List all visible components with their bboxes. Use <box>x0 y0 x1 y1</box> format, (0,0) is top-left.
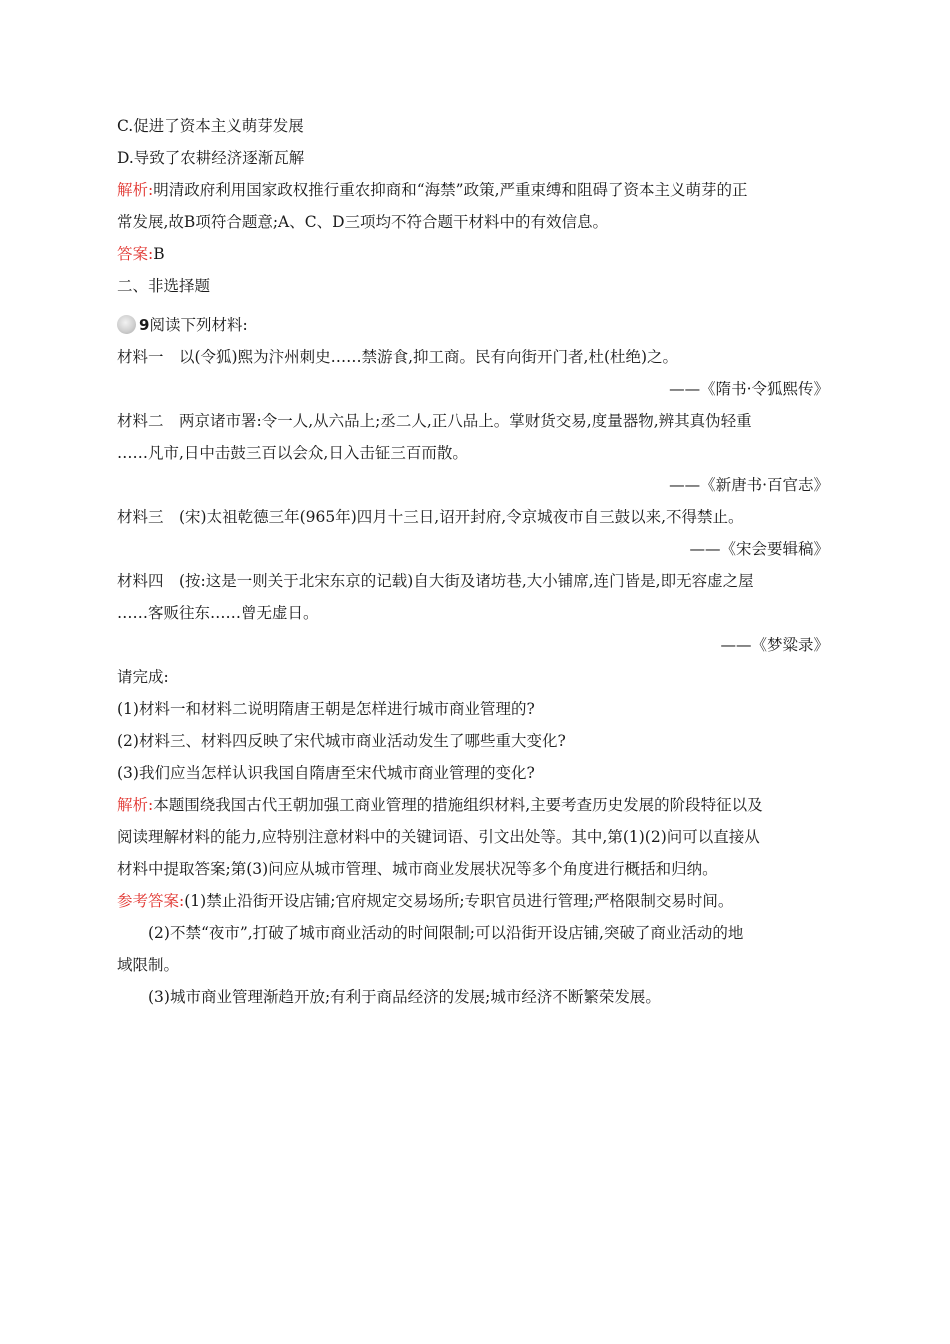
question-prompt: 阅读下列材料: <box>149 316 248 334</box>
analysis-text: 本题围绕我国古代王朝加强工商业管理的措施组织材料,主要考查历史发展的阶段特征以及 <box>153 796 763 814</box>
material-4-line-2: ……客贩往东……曾无虚日。 <box>117 604 319 622</box>
q9-answer-1 <box>117 890 733 912</box>
material-2-source: ——《新唐书·百官志》 <box>669 476 829 494</box>
q9-analysis-line-2: 阅读理解材料的能力,应特别注意材料中的关键词语、引文出处等。其中,第(1)(2)问可以直接从 <box>117 828 760 846</box>
q9-header <box>117 314 248 336</box>
sub-question-1: (1)材料一和材料二说明隋唐王朝是怎样进行城市商业管理的? <box>117 700 535 718</box>
question-number: 9 <box>139 316 150 334</box>
option-d: D.导致了农耕经济逐渐瓦解 <box>117 149 305 167</box>
reference-answer-label: 参考答案: <box>117 892 185 910</box>
q9-answer-3: (3)城市商业管理渐趋开放;有利于商品经济的发展;城市经济不断繁荣发展。 <box>148 988 661 1006</box>
answer-text-1: (1)禁止沿街开设店铺;官府规定交易场所;专职官员进行管理;严格限制交易时间。 <box>184 892 734 910</box>
q9-answer-2-line-2: 域限制。 <box>117 956 180 974</box>
sub-question-3: (3)我们应当怎样认识我国自隋唐至宋代城市商业管理的变化? <box>117 764 535 782</box>
analysis-label: 解析: <box>117 796 154 814</box>
analysis-label: 解析: <box>117 181 154 199</box>
q9-answer-2-line-1: (2)不禁“夜市”,打破了城市商业活动的时间限制;可以沿街开设店铺,突破了商业活动的地 <box>148 924 744 942</box>
q8-answer <box>117 243 165 265</box>
question-marker-icon <box>117 315 136 334</box>
material-4-line-1: 材料四 (按:这是一则关于北宋东京的记载)自大街及诸坊巷,大小铺席,连门皆是,即无容虚之屋 <box>117 572 754 590</box>
q9-analysis-line-3: 材料中提取答案;第(3)问应从城市管理、城市商业发展状况等多个角度进行概括和归纳。 <box>117 860 718 878</box>
answer-value: B <box>153 245 165 263</box>
answer-label: 答案: <box>117 245 154 263</box>
material-3: 材料三 (宋)太祖乾德三年(965年)四月十三日,诏开封府,令京城夜市自三鼓以来,不得禁止。 <box>117 508 744 526</box>
analysis-text: 明清政府利用国家政权推行重农抑商和“海禁”政策,严重束缚和阻碍了资本主义萌芽的正 <box>153 181 748 199</box>
q9-analysis-line-1 <box>117 794 763 816</box>
material-1-source: ——《隋书·令狐熙传》 <box>669 380 829 398</box>
option-c: C.促进了资本主义萌芽发展 <box>117 117 304 135</box>
material-3-source: ——《宋会要辑稿》 <box>689 540 829 558</box>
sub-question-2: (2)材料三、材料四反映了宋代城市商业活动发生了哪些重大变化? <box>117 732 566 750</box>
material-2-line-1: 材料二 两京诸市署:令一人,从六品上;丞二人,正八品上。掌财货交易,度量器物,辨其真伪轻重 <box>117 412 752 430</box>
material-4-source: ——《梦粱录》 <box>720 636 829 654</box>
material-1: 材料一 以(令狐)熙为汴州刺史……禁游食,抑工商。民有向街开门者,杜(杜绝)之。 <box>117 348 679 366</box>
q8-analysis-line-1 <box>117 179 748 201</box>
section-title: 二、非选择题 <box>117 277 211 295</box>
q8-analysis-line-2: 常发展,故B项符合题意;A、C、D三项均不符合题干材料中的有效信息。 <box>117 213 609 231</box>
material-2-line-2: ……凡市,日中击鼓三百以会众,日入击钲三百而散。 <box>117 444 468 462</box>
instruction: 请完成: <box>117 668 169 686</box>
